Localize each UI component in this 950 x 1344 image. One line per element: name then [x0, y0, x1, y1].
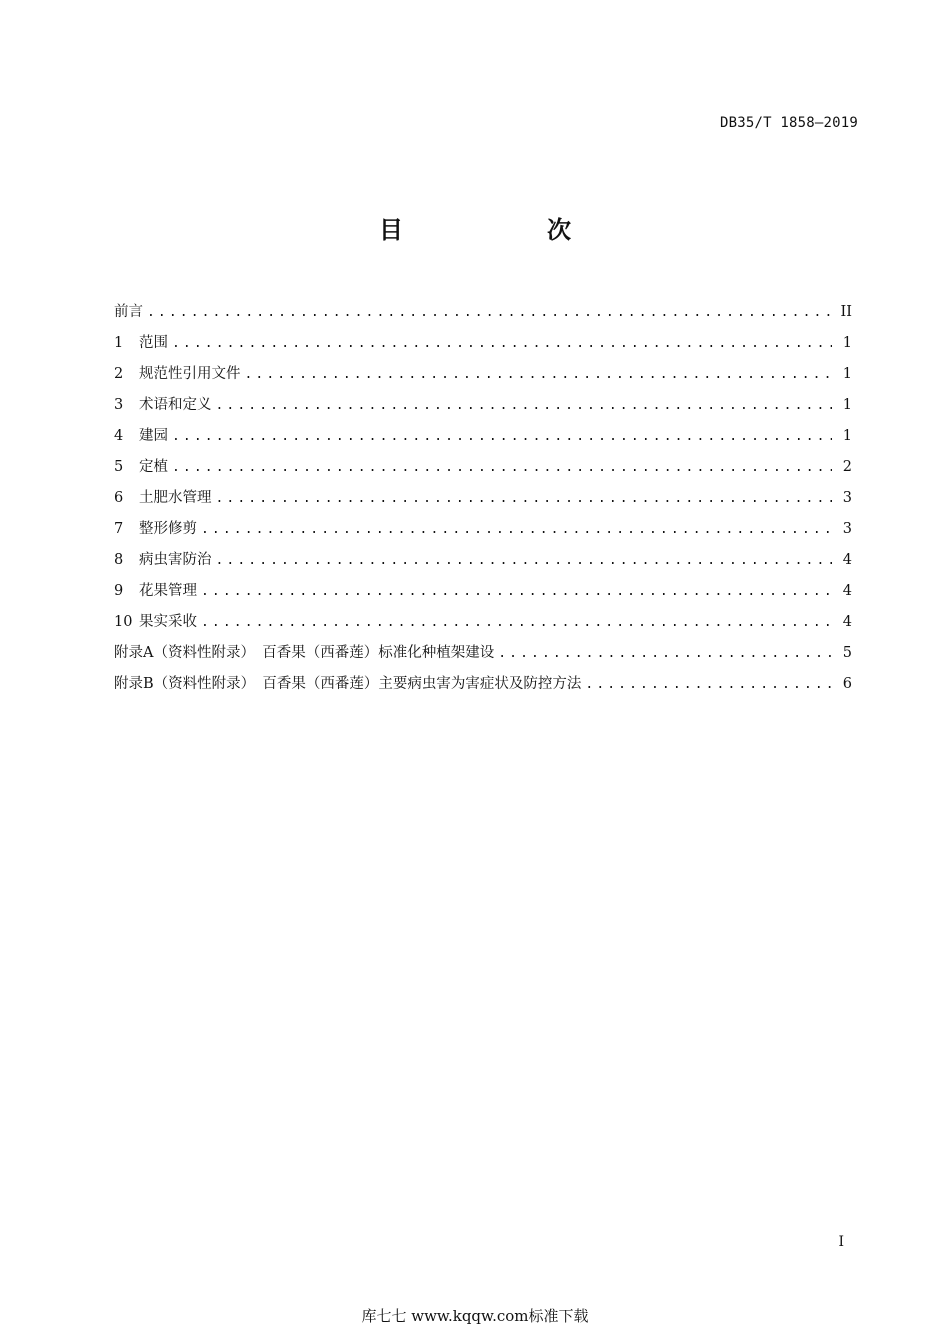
toc-entry-page: 2	[842, 459, 852, 475]
toc-leader-dots	[216, 486, 833, 512]
toc-leader-dots	[147, 300, 832, 326]
toc-entry-label: 2 规范性引用文件	[114, 361, 241, 387]
toc-leader-dots	[201, 610, 832, 636]
toc-entry-label: 3 术语和定义	[114, 392, 212, 418]
toc-entry-label: 8 病虫害防治	[114, 547, 212, 573]
toc-leader-dots	[172, 455, 832, 481]
toc-entry-page: 1	[842, 335, 852, 351]
toc-entry-normative-references[interactable]	[114, 361, 852, 392]
toc-entry-page: 3	[842, 490, 852, 506]
toc-entry-soil-fertilizer-water[interactable]	[114, 485, 852, 516]
toc-title: 目 次	[379, 216, 631, 244]
toc-entry-number: 6	[114, 490, 124, 506]
doc-code: DB35/T 1858—2019	[719, 115, 858, 131]
toc-entry-number: 9	[114, 583, 124, 599]
toc-entry-terms[interactable]	[114, 392, 852, 423]
toc-entry-planting[interactable]	[114, 454, 852, 485]
toc-entry-page: 4	[842, 583, 852, 599]
toc-entry-label: 10 果实采收	[114, 609, 197, 635]
toc-leader-dots	[498, 641, 832, 667]
toc-entry-page: II	[840, 304, 852, 320]
footer-watermark: 库七七 www.kqqw.com标准下载	[361, 1307, 589, 1325]
toc-leader-dots	[216, 393, 833, 419]
toc-leader-dots	[172, 424, 832, 450]
toc-entry-label: 前言	[114, 304, 143, 320]
toc-entry-label: 5 定植	[114, 454, 168, 480]
toc-entry-label: 7 整形修剪	[114, 516, 197, 542]
toc-entry-scope[interactable]	[114, 330, 852, 361]
toc-entry-page: 3	[842, 521, 852, 537]
toc-entry-label: 附录A（资料性附录） 百香果（西番莲）标准化种植架建设	[114, 645, 495, 661]
toc-entry-page: 4	[842, 614, 852, 630]
toc-entry-appendix-a[interactable]	[114, 640, 852, 671]
toc-entry-number: 10	[114, 614, 133, 630]
toc-entry-harvest[interactable]	[114, 609, 852, 640]
toc-entry-page: 4	[842, 552, 852, 568]
toc-entry-number: 1	[114, 335, 124, 351]
toc-entry-number: 5	[114, 459, 124, 475]
toc-entry-label: 4 建园	[114, 423, 168, 449]
toc-entry-page: 5	[842, 645, 852, 661]
toc-entry-label: 1 范围	[114, 330, 168, 356]
toc-entry-page: 1	[842, 397, 852, 413]
toc-leader-dots	[201, 579, 832, 605]
toc-entry-number: 2	[114, 366, 124, 382]
toc-leader-dots	[201, 517, 832, 543]
toc-entry-number: 8	[114, 552, 124, 568]
toc-leader-dots	[172, 331, 832, 357]
toc-entry-page: 1	[842, 428, 852, 444]
toc-entry-pruning[interactable]	[114, 516, 852, 547]
toc-entry-page: 1	[842, 366, 852, 382]
toc-entry-flower-fruit[interactable]	[114, 578, 852, 609]
toc-entry-orchard[interactable]	[114, 423, 852, 454]
toc-entry-label: 9 花果管理	[114, 578, 197, 604]
toc-leader-dots	[245, 362, 833, 388]
toc-entry-number: 3	[114, 397, 124, 413]
toc-entry-pest-control[interactable]	[114, 547, 852, 578]
toc-leader-dots	[216, 548, 833, 574]
toc-list	[114, 299, 852, 702]
toc-entry-appendix-b[interactable]	[114, 671, 852, 702]
toc-entry-label: 附录B（资料性附录） 百香果（西番莲）主要病虫害为害症状及防控方法	[114, 676, 582, 692]
toc-leader-dots	[585, 672, 832, 698]
toc-entry-page: 6	[842, 676, 852, 692]
toc-entry-label: 6 土肥水管理	[114, 485, 212, 511]
toc-entry-number: 7	[114, 521, 124, 537]
toc-entry-preface[interactable]	[114, 299, 852, 330]
toc-entry-number: 4	[114, 428, 124, 444]
page-number: I	[838, 1234, 844, 1250]
